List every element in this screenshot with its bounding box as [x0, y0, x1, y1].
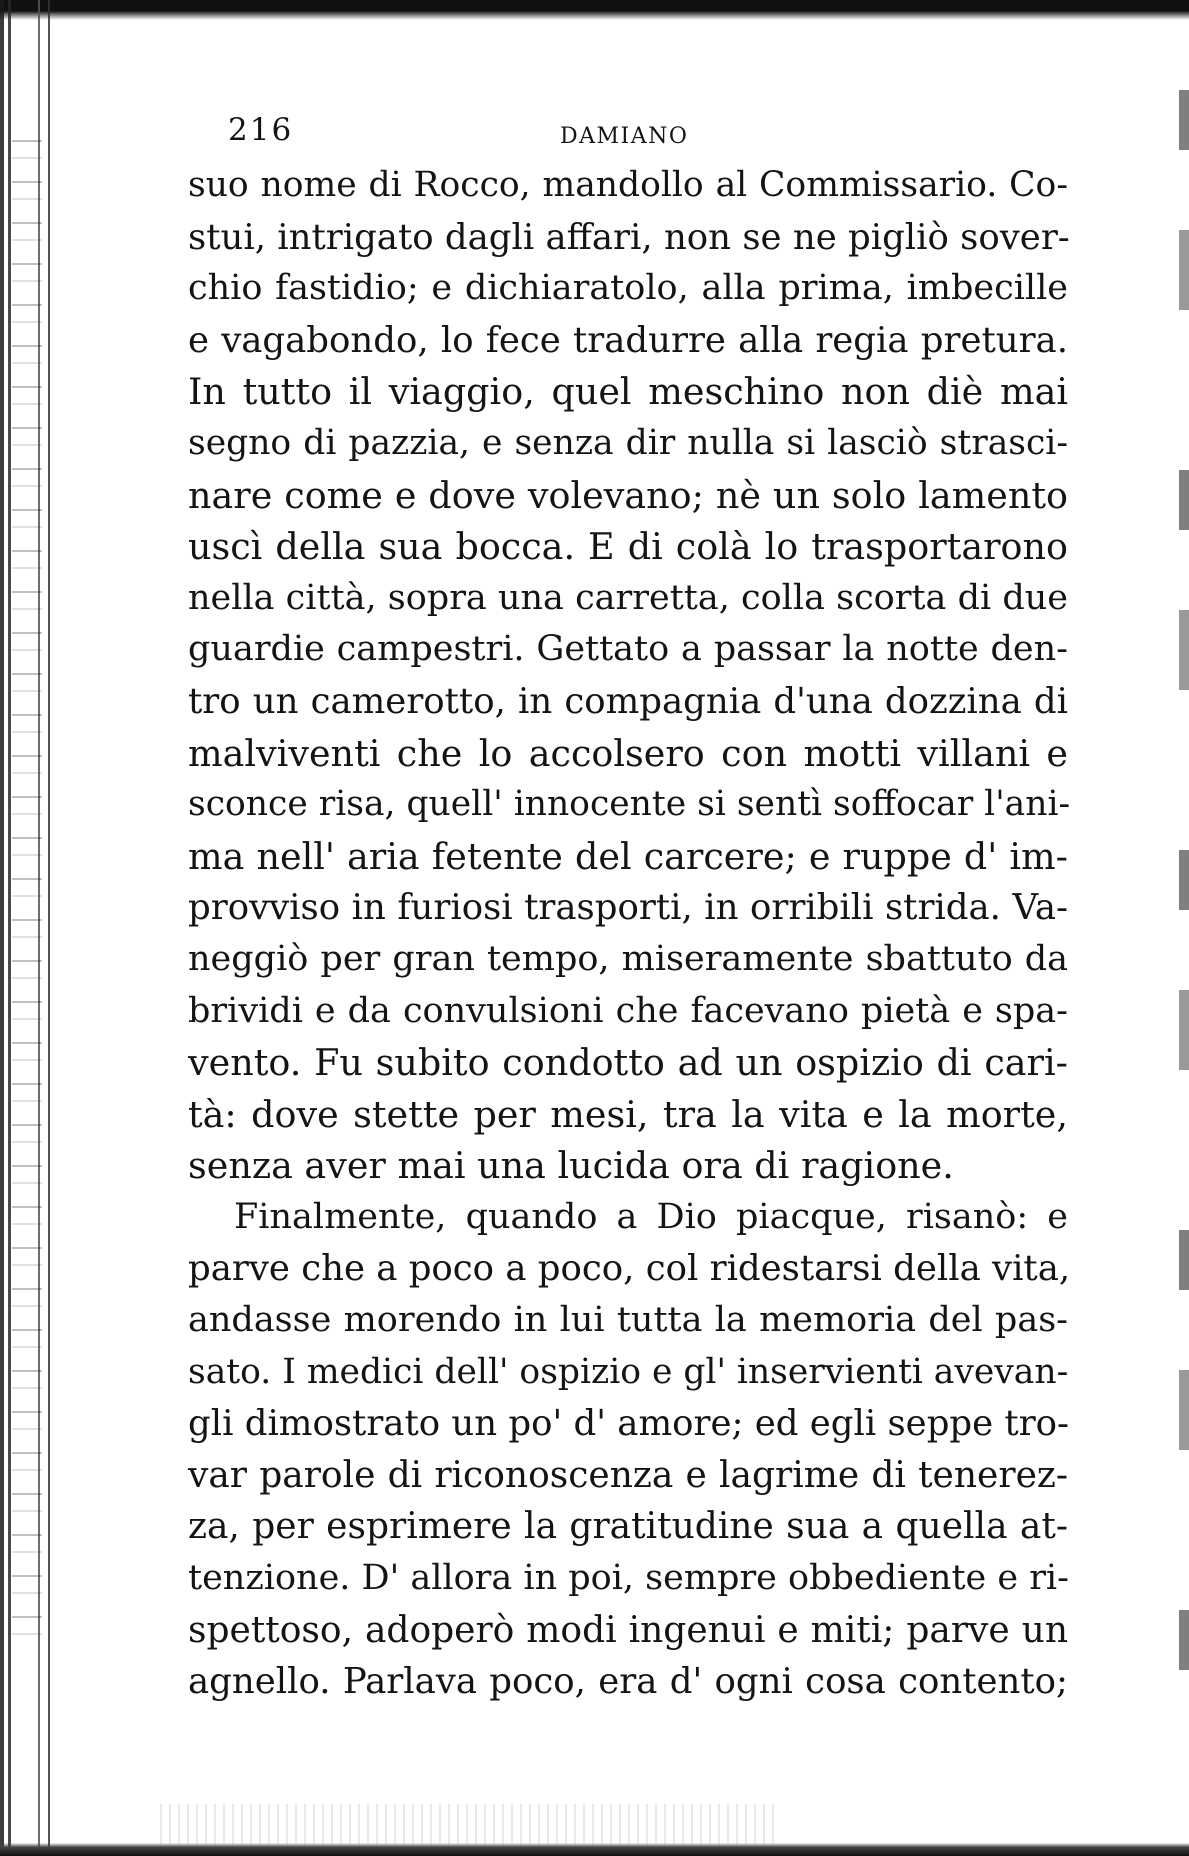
text-line: vento. Fu subito condotto ad un ospizio di cari-	[188, 1041, 1068, 1085]
text-line: provviso in furiosi trasporti, in orribili strida. Va-	[188, 887, 1068, 929]
text-line: guardie campestri. Gettato a passar la notte den-	[188, 629, 1068, 670]
text-line: nare come e dove volevano; nè un solo lamento	[188, 473, 1068, 517]
text-line: spettoso, adoperò modi ingenui e miti; parve un	[188, 1609, 1068, 1651]
text-line: uscì della sua bocca. E di colà lo trasportarono	[188, 525, 1068, 569]
running-head	[188, 110, 1068, 160]
text-line: sconce risa, quell' innocente si sentì soffocar l'ani-	[188, 784, 1071, 825]
text-line: malviventi che lo accolsero con motti villani e	[188, 731, 1068, 775]
text-line: andasse morendo in lui tutta la memoria del pas-	[188, 1300, 1068, 1341]
page-number: 216	[228, 112, 294, 148]
text-line: neggiò per gran tempo, miseramente sbattuto da	[188, 938, 1068, 979]
text-line: chio fastidio; e dichiaratolo, alla prima, imbecille	[188, 268, 1068, 309]
text-line: suo nome di Rocco, mandollo al Commissario. Co-	[188, 165, 1068, 205]
text-line-paragraph-start: Finalmente, quando a Dio piacque, risanò: e	[234, 1196, 1068, 1237]
text-line: parve che a poco a poco, col ridestarsi della vita,	[188, 1248, 1071, 1290]
text-line: tà: dove stette per mesi, tra la vita e la morte,	[188, 1092, 1068, 1136]
text-line: In tutto il viaggio, quel meschino non diè mai	[188, 370, 1068, 414]
text-line: sato. I medici dell' ospizio e gl' inservienti avevan-	[188, 1351, 1069, 1392]
text-line: agnello. Parlava poco, era d' ogni cosa contento;	[188, 1661, 1068, 1703]
top-edge-shadow	[0, 0, 1189, 20]
text-line: var parole di riconoscenza e lagrime di tenerez-	[188, 1454, 1068, 1496]
binding-edge-noise	[12, 140, 42, 1640]
text-line: tro un camerotto, in compagnia d'una dozzina di	[188, 680, 1068, 722]
text-line: gli dimostrato un po' d' amore; ed egli seppe tro-	[188, 1403, 1070, 1445]
text-line-paragraph-end: senza aver mai una lucida ora di ragione.	[188, 1144, 954, 1188]
text-line: tenzione. D' allora in poi, sempre obbediente e ri-	[188, 1558, 1069, 1599]
text-line: e vagabondo, lo fece tradurre alla regia pretura.	[188, 319, 1068, 361]
text-line: stui, intrigato dagli affari, non se ne pigliò sover-	[188, 216, 1070, 258]
text-line: nella città, sopra una carretta, colla scorta di due	[188, 577, 1068, 618]
page-text	[188, 110, 1071, 1708]
text-line: brividi e da convulsioni che facevano pietà e spa-	[188, 990, 1068, 1031]
text-line: segno di pazzia, e senza dir nulla si lasciò strasci-	[188, 422, 1068, 463]
bottom-edge-shadow	[0, 1834, 1189, 1856]
text-line: ma nell' aria fetente del carcere; e ruppe d' im-	[188, 834, 1068, 878]
running-title: DAMIANO	[560, 124, 689, 149]
text-line: za, per esprimere la gratitudine sua a quella at-	[188, 1506, 1068, 1548]
right-edge-marks	[1179, 90, 1189, 1750]
